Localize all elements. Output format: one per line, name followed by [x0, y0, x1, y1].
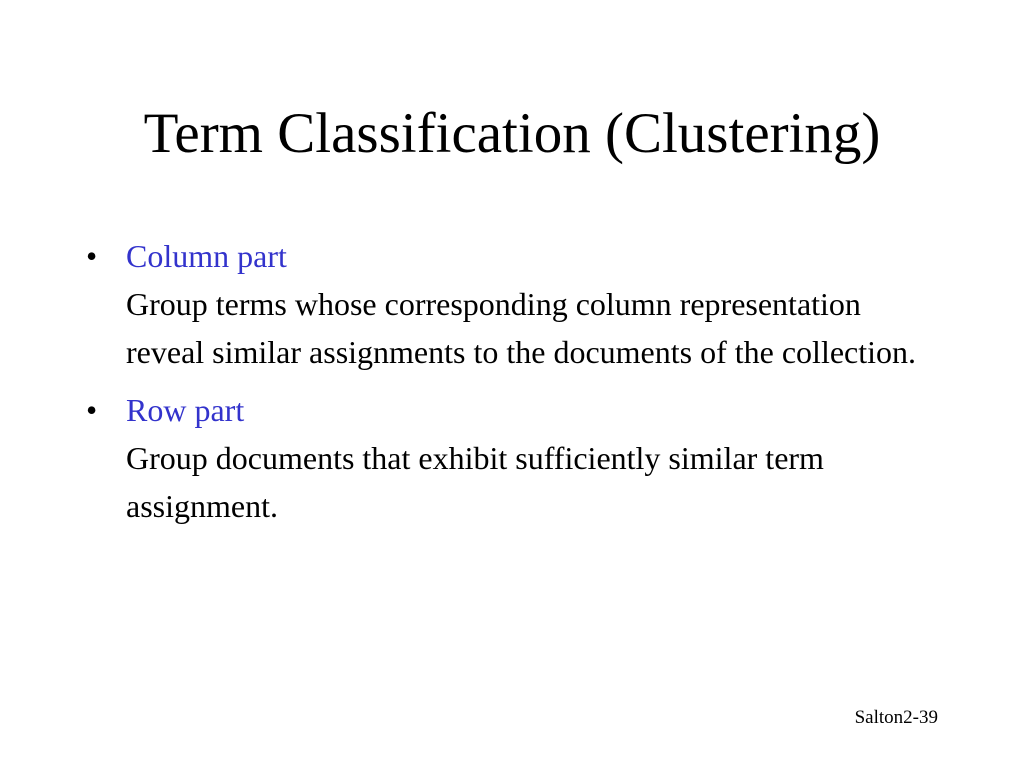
bullet-dot-icon: •	[86, 392, 98, 428]
bullet-list	[86, 232, 946, 540]
bullet-body: Group terms whose corresponding column representation reveal similar assignments to the documents of the collection.	[126, 286, 917, 370]
slide-footer-label: Salton2-39	[854, 707, 938, 728]
bullet-body: Group documents that exhibit sufficiently similar term assignment.	[126, 440, 824, 524]
bullet-heading: Column part	[126, 238, 287, 274]
bullet-heading: Row part	[126, 392, 245, 428]
slide-title: Term Classification (Clustering)	[143, 102, 881, 165]
bullet-item-row-part	[86, 386, 946, 530]
bullet-dot-icon: •	[86, 238, 98, 274]
bullet-item-column-part	[86, 232, 946, 376]
